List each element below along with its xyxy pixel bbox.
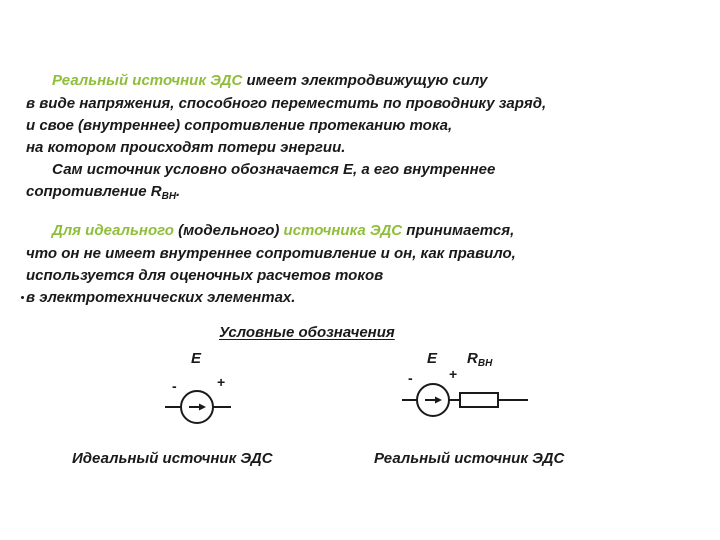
real-r-subscript: ВН: [477, 358, 493, 369]
real-e-label: Е: [427, 350, 438, 367]
real-plus-sign: +: [449, 366, 458, 382]
term-emf-source: источника ЭДС: [283, 222, 403, 239]
para1-line4: на котором происходят потери энергии.: [26, 139, 346, 156]
real-minus-sign: -: [408, 370, 413, 386]
para1-line2: в виде напряжения, способного переместить по проводнику заряд,: [26, 95, 547, 112]
para1-line3: и свое (внутреннее) сопротивление протеканию тока,: [26, 117, 453, 134]
para1-line1-rest: имеет электродвижущую силу: [242, 72, 488, 89]
para1-line6-text: сопротивление R: [26, 183, 162, 200]
para1-line5: Сам источник условно обозначается Е, а его внутреннее: [52, 161, 496, 178]
para2-line1-end: принимается,: [402, 222, 515, 239]
ideal-minus-sign: -: [172, 378, 177, 394]
ideal-source-symbol: [165, 391, 231, 423]
real-source-symbol: [402, 384, 528, 416]
ideal-source-caption: Идеальный источник ЭДС: [72, 450, 273, 467]
real-source-caption: Реальный источник ЭДС: [374, 450, 565, 467]
ideal-e-label: Е: [191, 350, 202, 367]
real-r-letter: R: [467, 350, 478, 367]
para2-line4: в электротехнических элементах.: [26, 289, 296, 306]
para2-line2: что он не имеет внутреннее сопротивление и он, как правило,: [26, 245, 516, 262]
real-arrow-head: [435, 397, 442, 404]
term-ideal: Для идеального: [52, 222, 174, 239]
para2-line3: используется для оценочных расчетов токов: [26, 267, 384, 284]
para1-line6-end: .: [176, 183, 181, 200]
internal-resistor: [460, 393, 498, 407]
rvn-subscript: ВН: [161, 191, 177, 202]
ideal-plus-sign: +: [217, 374, 226, 390]
symbols-title: Условные обозначения: [219, 324, 395, 341]
term-real-source: Реальный источник ЭДС: [52, 72, 243, 89]
ideal-arrow-head: [199, 404, 206, 411]
para2-line1-model: (модельного): [173, 222, 284, 239]
